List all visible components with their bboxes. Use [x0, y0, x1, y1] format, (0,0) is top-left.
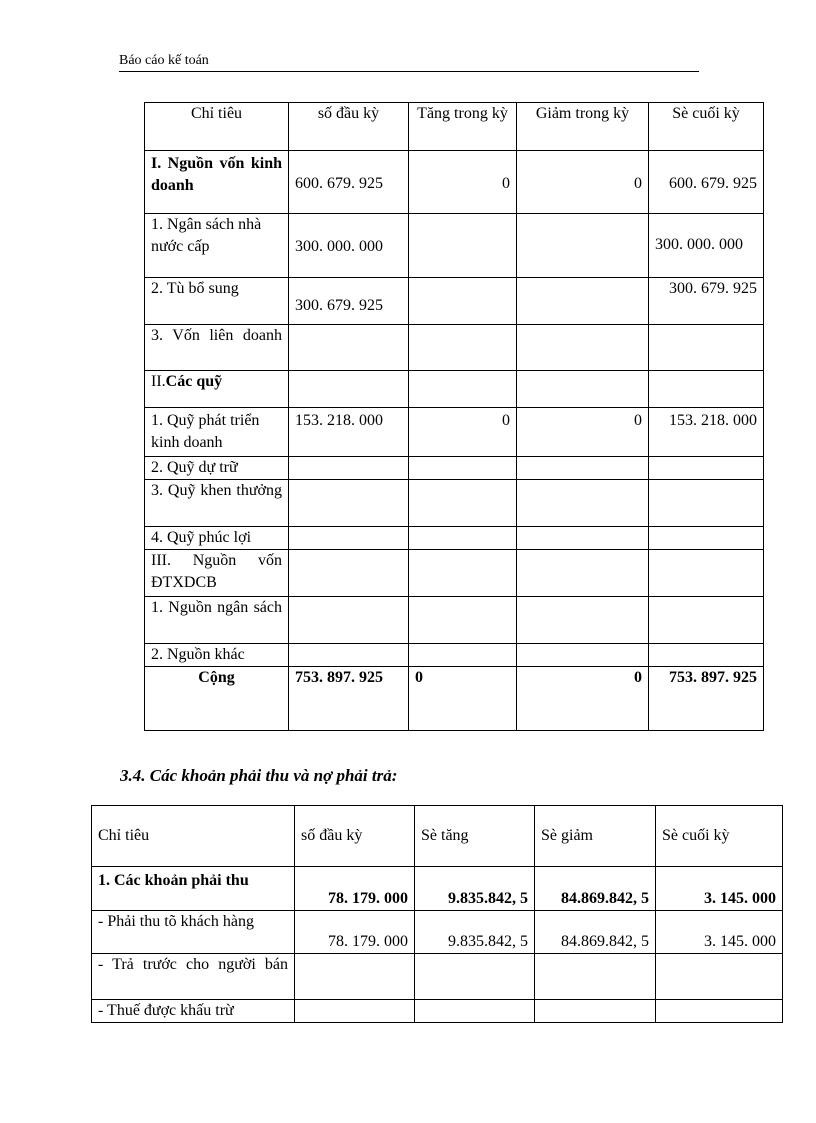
- cell-closing: 3. 145. 000: [656, 867, 783, 911]
- cell-increase: [409, 550, 517, 597]
- table-row: [145, 278, 764, 325]
- row-label: - Thuế được khấu trừ: [92, 1000, 295, 1023]
- table-row: [145, 371, 764, 408]
- row-label: 3. Quỹ khen thưởng: [145, 480, 289, 527]
- cell-closing: [649, 644, 764, 667]
- cell-decrease: [517, 371, 649, 408]
- cell-opening: [295, 1000, 415, 1023]
- section-title: 3.4. Các khoản phải thu và nợ phải trả:: [120, 766, 398, 785]
- cell-closing: [649, 325, 764, 371]
- cell-increase: [409, 527, 517, 550]
- cell-decrease: [517, 278, 649, 325]
- cell-opening: [289, 644, 409, 667]
- cell-decrease: [517, 550, 649, 597]
- row-label-prefix: II.: [151, 373, 166, 390]
- table-row: [92, 867, 783, 911]
- receivables-payables-table: [91, 805, 783, 1023]
- cell-opening: 78. 179. 000: [295, 911, 415, 954]
- row-label: 2. Tù bổ sung: [145, 278, 289, 325]
- cell-decrease: [517, 325, 649, 371]
- row-label: - Phải thu tõ khách hàng: [92, 911, 295, 954]
- table-row: [92, 954, 783, 1000]
- cell-increase: [409, 214, 517, 278]
- cell-opening: [289, 527, 409, 550]
- cell-increase: 0: [409, 408, 517, 457]
- table-row: [145, 457, 764, 480]
- row-label: 1. Ngân sách nhà nước cấp: [145, 214, 289, 278]
- table-row: [145, 325, 764, 371]
- table-header-row: [92, 806, 783, 867]
- col-header-opening: số đầu kỳ: [295, 806, 415, 867]
- row-label: 1. Các khoản phải thu: [92, 867, 295, 911]
- row-label: - Trả trước cho người bán: [92, 954, 295, 1000]
- col-header-increase: Tăng trong kỳ: [409, 103, 517, 151]
- cell-closing: [656, 1000, 783, 1023]
- table-row: [145, 151, 764, 214]
- table-row: [145, 527, 764, 550]
- cell-opening: [289, 597, 409, 644]
- cell-decrease: [517, 457, 649, 480]
- row-label-bold: Các quỹ: [165, 373, 223, 390]
- cell-increase: [409, 371, 517, 408]
- cell-opening: 153. 218. 000: [289, 408, 409, 457]
- total-decrease: 0: [517, 667, 649, 731]
- cell-increase: 9.835.842, 5: [415, 867, 535, 911]
- total-increase: 0: [409, 667, 517, 731]
- col-header-indicator: Chỉ tiêu: [92, 806, 295, 867]
- cell-opening: [289, 371, 409, 408]
- cell-closing: 3. 145. 000: [656, 911, 783, 954]
- cell-opening: 300. 679. 925: [289, 278, 409, 325]
- cell-closing: [649, 371, 764, 408]
- cell-decrease: 84.869.842, 5: [535, 911, 656, 954]
- table-row: [92, 911, 783, 954]
- row-label: 1. Nguồn ngân sách: [145, 597, 289, 644]
- cell-closing: [649, 527, 764, 550]
- cell-opening: [289, 457, 409, 480]
- row-label: 4. Quỹ phúc lợi: [145, 527, 289, 550]
- col-header-opening: số đầu kỳ: [289, 103, 409, 151]
- row-label: 1. Quỹ phát triển kinh doanh: [145, 408, 289, 457]
- cell-increase: [409, 325, 517, 371]
- total-row: [145, 667, 764, 731]
- row-label: 3. Vốn liên doanh: [145, 325, 289, 371]
- cell-increase: 9.835.842, 5: [415, 911, 535, 954]
- cell-opening: [295, 954, 415, 1000]
- cell-decrease: [517, 644, 649, 667]
- cell-decrease: [517, 597, 649, 644]
- cell-decrease: 0: [517, 151, 649, 214]
- cell-decrease: [517, 480, 649, 527]
- capital-sources-table: [144, 102, 764, 731]
- table-row: [145, 408, 764, 457]
- table-header-row: [145, 103, 764, 151]
- total-opening: 753. 897. 925: [289, 667, 409, 731]
- cell-closing: [649, 480, 764, 527]
- cell-opening: 300. 000. 000: [289, 214, 409, 278]
- col-header-closing: Sè cuối kỳ: [649, 103, 764, 151]
- row-label: 2. Quỹ dự trữ: [145, 457, 289, 480]
- row-label: I. Nguồn vốn kinh doanh: [145, 151, 289, 214]
- total-label: Cộng: [145, 667, 289, 731]
- table-row: [145, 597, 764, 644]
- cell-decrease: [535, 1000, 656, 1023]
- table-row: [145, 550, 764, 597]
- table-row: [145, 480, 764, 527]
- cell-increase: [415, 1000, 535, 1023]
- cell-decrease: [517, 527, 649, 550]
- cell-increase: 0: [409, 151, 517, 214]
- cell-opening: 78. 179. 000: [295, 867, 415, 911]
- col-header-increase: Sè tăng: [415, 806, 535, 867]
- cell-closing: 600. 679. 925: [649, 151, 764, 214]
- cell-opening: [289, 325, 409, 371]
- cell-increase: [409, 278, 517, 325]
- cell-closing: [649, 457, 764, 480]
- cell-increase: [409, 457, 517, 480]
- table-row: [145, 214, 764, 278]
- cell-decrease: [517, 214, 649, 278]
- cell-closing: [656, 954, 783, 1000]
- cell-decrease: [535, 954, 656, 1000]
- table-row: [145, 644, 764, 667]
- col-header-decrease: Giảm trong kỳ: [517, 103, 649, 151]
- cell-increase: [415, 954, 535, 1000]
- cell-increase: [409, 597, 517, 644]
- col-header-indicator: Chỉ tiêu: [145, 103, 289, 151]
- cell-closing: 300. 679. 925: [649, 278, 764, 325]
- cell-opening: [289, 550, 409, 597]
- total-closing: 753. 897. 925: [649, 667, 764, 731]
- cell-opening: [289, 480, 409, 527]
- cell-increase: [409, 480, 517, 527]
- row-label: [145, 371, 289, 408]
- cell-closing: [649, 550, 764, 597]
- cell-opening: 600. 679. 925: [289, 151, 409, 214]
- cell-increase: [409, 644, 517, 667]
- row-label: 2. Nguồn khác: [145, 644, 289, 667]
- cell-decrease: 84.869.842, 5: [535, 867, 656, 911]
- cell-closing: [649, 597, 764, 644]
- row-label: III. Nguồn vốn ĐTXDCB: [145, 550, 289, 597]
- col-header-closing: Sè cuối kỳ: [656, 806, 783, 867]
- cell-closing: 153. 218. 000: [649, 408, 764, 457]
- page-header: Báo cáo kế toán: [119, 53, 699, 72]
- cell-decrease: 0: [517, 408, 649, 457]
- table-row: [92, 1000, 783, 1023]
- cell-closing: 300. 000. 000: [649, 214, 764, 278]
- col-header-decrease: Sè giảm: [535, 806, 656, 867]
